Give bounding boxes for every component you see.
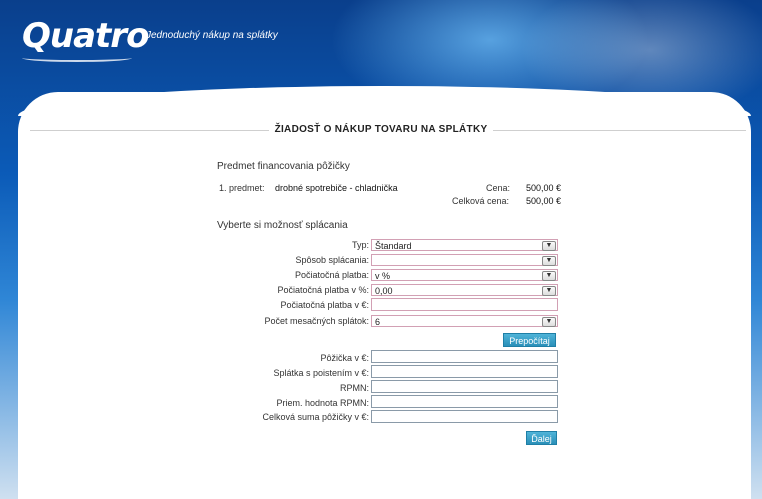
price-label: Cena: (486, 183, 511, 193)
page-title: ŽIADOSŤ O NÁKUP TOVARU NA SPLÁTKY (269, 124, 494, 135)
poc-platba-pct-label: Počiatočná platba v %: (277, 285, 369, 295)
rpmn-field[interactable] (371, 380, 558, 393)
poc-platba-eur-label: Počiatočná platba v €: (280, 300, 369, 310)
typ-select[interactable] (371, 239, 558, 251)
splacanie-heading: Vyberte si možnosť splácania (217, 220, 348, 231)
logo-swoosh (22, 54, 132, 62)
pozicka-field[interactable] (371, 350, 558, 363)
poc-platba-pct-select[interactable] (371, 284, 558, 296)
pozicka-label: Pôžička v €: (320, 353, 369, 363)
pocet-splatok-label: Počet mesačných splátok: (264, 316, 369, 326)
chevron-down-icon[interactable]: ▼ (542, 286, 556, 296)
item-label: 1. predmet: (219, 183, 265, 193)
sposob-select[interactable] (371, 254, 558, 266)
typ-value: Štandard (375, 241, 412, 251)
chevron-down-icon[interactable]: ▼ (542, 317, 556, 327)
predmet-heading: Predmet financovania pôžičky (217, 161, 350, 172)
pocet-splatok-value: 6 (375, 317, 381, 327)
poc-platba-select[interactable] (371, 269, 558, 281)
typ-label: Typ: (351, 240, 369, 250)
splatka-field[interactable] (371, 365, 558, 378)
price-value: 500,00 € (526, 183, 562, 193)
celkova-suma-label: Celková suma pôžičky v €: (262, 412, 369, 422)
poc-platba-pct-value: 0,00 (375, 286, 393, 296)
chevron-down-icon[interactable]: ▼ (542, 241, 556, 251)
quatro-logo: Quatro (22, 16, 149, 56)
poc-platba-label: Počiatočná platba: (294, 270, 369, 280)
rpmn-label: RPMN: (340, 383, 369, 393)
total-label: Celková cena: (452, 196, 510, 206)
item-name: drobné spotrebiče - chladnička (275, 183, 398, 193)
splatka-label: Splátka s poistením v €: (273, 368, 369, 378)
chevron-down-icon[interactable]: ▼ (542, 256, 556, 266)
poc-platba-eur-input[interactable] (371, 298, 558, 311)
total-value: 500,00 € (526, 196, 562, 206)
dalej-button[interactable]: Ďalej (526, 431, 557, 445)
prepocitaj-button[interactable]: Prepočítaj (503, 333, 556, 347)
chevron-down-icon[interactable]: ▼ (542, 271, 556, 281)
priem-rpmn-label: Priem. hodnota RPMN: (276, 398, 369, 408)
pocet-splatok-select[interactable] (371, 315, 558, 327)
poc-platba-value: v % (375, 271, 391, 281)
sposob-label: Spôsob splácania: (295, 255, 369, 265)
celkova-suma-field[interactable] (371, 410, 558, 423)
tagline: Jednoduchý nákup na splátky (146, 30, 278, 41)
priem-rpmn-field[interactable] (371, 395, 558, 408)
